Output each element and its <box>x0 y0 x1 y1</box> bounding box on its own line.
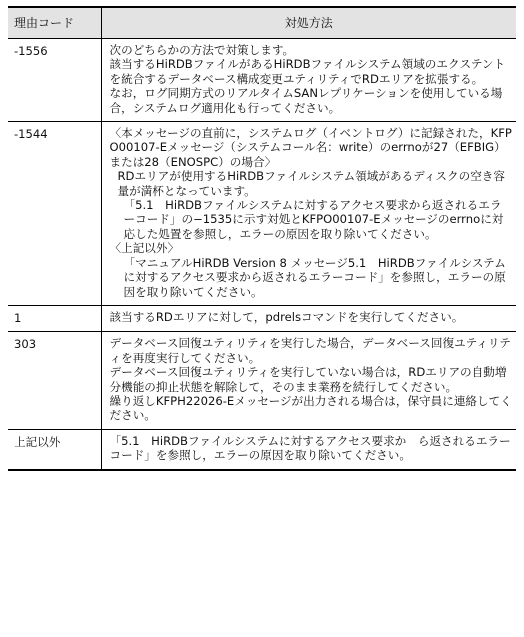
action-line: 「5.1 HiRDBファイルシステムに対するアクセス要求か ら返されるエラーコード」を参照し，エラーの原因を取り除いてください。 <box>109 433 511 463</box>
action-line: 〈上記以外〉 <box>109 241 180 256</box>
table-body <box>8 39 516 470</box>
action-cell <box>101 39 516 122</box>
action-cell <box>101 122 516 306</box>
reason-code-cell: 303 <box>8 332 101 429</box>
table-row <box>8 305 516 331</box>
action-line: 次のどちらかの方法で対策します。 <box>109 43 295 57</box>
action-line: 繰り返しKFPH22026-Eメッセージが出力される場合は，保守員に連絡してください。 <box>109 393 512 423</box>
error-code-table <box>8 6 516 471</box>
table-row <box>8 429 516 469</box>
column-header-action: 対処方法 <box>101 7 516 39</box>
reason-code-cell: -1556 <box>8 39 101 122</box>
action-line: RDエリアが使用するHiRDBファイルシステム領域があるディスクの空き容量が満杯となっています。 <box>117 169 505 198</box>
action-line: 該当するRDエリアに対して，pdrelsコマンドを実行してください。 <box>109 309 464 324</box>
reason-code-cell: 上記以外 <box>8 429 101 469</box>
column-header-code: 理由コード <box>8 7 101 39</box>
action-line: 該当するHiRDBファイルがあるHiRDBファイルシステム領域のエクステントを統合するデータベース構成変更ユティリティでRDエリアを拡張する。 <box>109 57 506 86</box>
action-cell <box>101 332 516 429</box>
action-line: データベース回復ユティリティを実行した場合，データベース回復ユティリティを再度実行してください。 <box>109 336 511 365</box>
action-line: 〈本メッセージの直前に，システムログ（イベントログ）に記録された，KFPO00107-Eメッセージ（システムコール名：write）のerrnoが27（EFBIG）または28（ENOSPC）の場合〉 <box>109 126 512 169</box>
action-line: 「5.1 HiRDBファイルシステムに対するアクセス要求から返されるエラーコード」の−1535に示す対処とKFPO00107-Eメッセージのerrnoに対応した処置を参照し，エラーの原因を取り除いてください。 <box>123 198 504 241</box>
action-cell <box>101 429 516 469</box>
table-row <box>8 122 516 306</box>
reason-code-cell: 1 <box>8 305 101 331</box>
table-row <box>8 332 516 429</box>
reason-code-cell: -1544 <box>8 122 101 306</box>
action-cell <box>101 305 516 331</box>
action-line: データベース回復ユティリティを実行していない場合は，RDエリアの自動増分機能の抑止状態を解除して，そのまま業務を続行してください。 <box>109 365 507 394</box>
table-row <box>8 39 516 122</box>
table-header-row <box>8 7 516 39</box>
action-line: なお，ログ同期方式のリアルタイムSANレプリケーションを使用している場合，システムログ適用化も行ってください。 <box>109 86 503 115</box>
action-line: 「マニュアルHiRDB Version 8 メッセージ5.1 HiRDBファイルシステムに対するアクセス要求から返されるエラーコード」を参照し，エラーの原因を取り除いてください。 <box>123 255 506 299</box>
